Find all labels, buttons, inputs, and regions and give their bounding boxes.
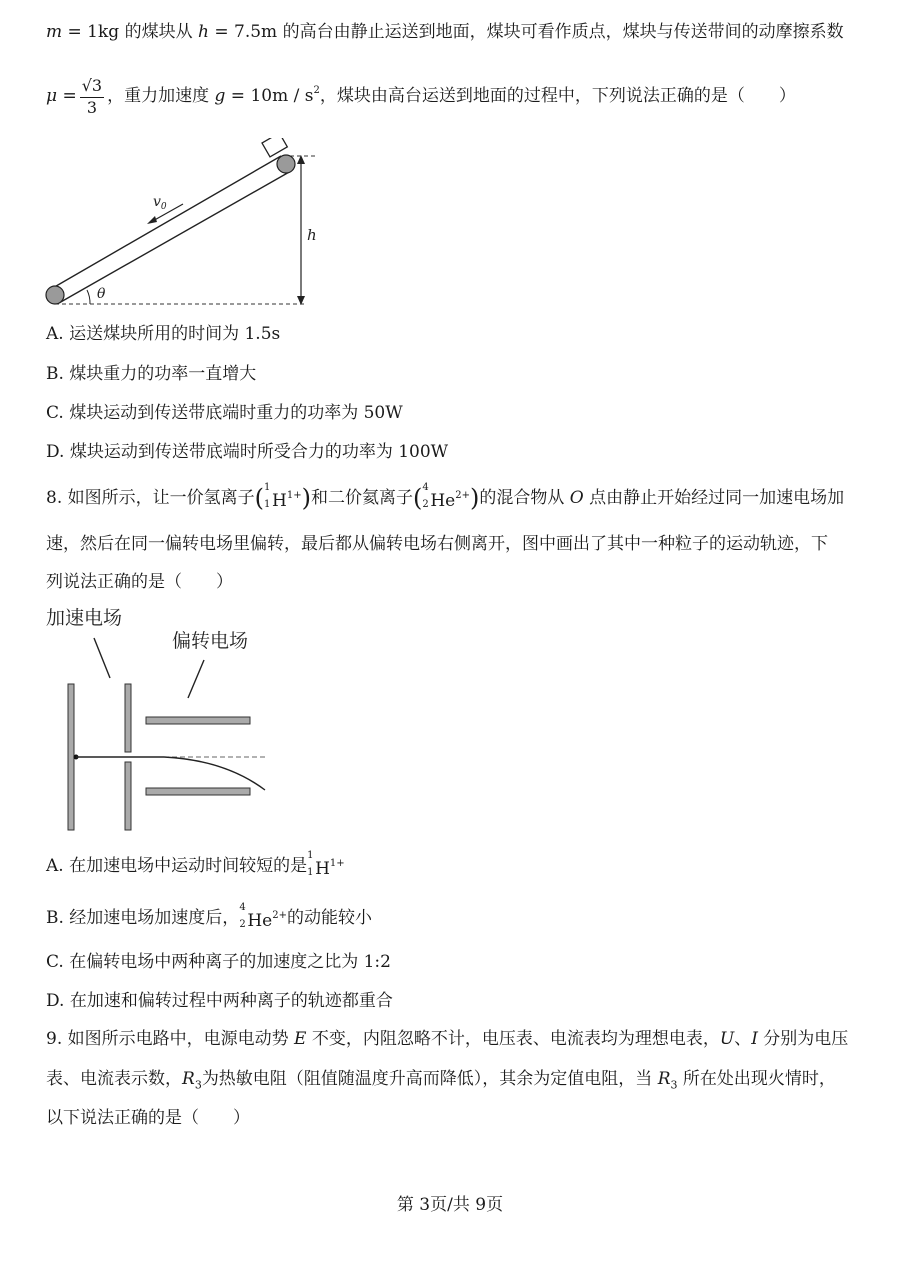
page-number-footer: 第 3页/共 9页 xyxy=(396,1195,504,1215)
q7-option-a: A. 运送煤块所用的时间为 1.5s xyxy=(46,324,281,344)
belt-lower-edge xyxy=(59,171,291,303)
fraction: $\frac{√3}{3}$ xyxy=(81,76,103,117)
particle-trajectory-curve xyxy=(164,757,265,790)
q7-option-b: B. 煤块重力的功率一直增大 xyxy=(46,364,257,384)
q7-intro-line-1: m = 1kg 的煤块从 h = 7.5m 的高台由静止运送到地面，煤块可看作质点，煤块与传送带间的动摩擦系数 xyxy=(46,22,844,42)
hydrogen-ion: 1 1 $H^{1+}$ xyxy=(307,850,345,879)
angle-arc xyxy=(87,290,90,304)
v0-arrowhead xyxy=(147,216,157,224)
height-label: h xyxy=(307,226,317,244)
deflection-plate-bottom xyxy=(146,788,250,795)
helium-ion: 4 2 $He^{2+}$ xyxy=(239,902,287,931)
right-accel-plate-top xyxy=(125,684,131,752)
deflection-field-label: 偏转电场 xyxy=(172,630,249,652)
q9-line-2: 表、电流表示数，$R_3$为热敏电阻（阻值随温度升高而降低），其余为定值电阻，当 $R_3$ 所在处出现火情时， xyxy=(46,1069,836,1092)
deflection-plate-top xyxy=(146,717,250,724)
top-roller xyxy=(277,155,295,173)
q8-option-c: C. 在偏转电场中两种离子的加速度之比为 1:2 xyxy=(46,952,391,972)
friction-coefficient-variable: μ xyxy=(46,86,58,106)
helium-ion: 4 2 $He^{2+}$ xyxy=(422,482,470,511)
accel-label-pointer xyxy=(94,638,110,678)
hydrogen-ion: 1 1 $H^{1+}$ xyxy=(264,482,302,511)
bottom-roller xyxy=(46,286,64,304)
conveyor-belt-figure xyxy=(35,138,365,313)
deflect-label-pointer xyxy=(188,660,204,698)
q9-line-1: 9. 如图所示电路中，电源电动势 E 不变，内阻忽略不计，电压表、电流表均为理想电表，U、I 分别为电压 xyxy=(46,1029,849,1049)
q7-option-c: C. 煤块运动到传送带底端时重力的功率为 50W xyxy=(46,403,403,423)
q8-option-a: A. 在加速电场中运动时间较短的是 1 1 $H^{1+}$ xyxy=(46,850,345,879)
q8-option-d: D. 在加速和偏转过程中两种离子的轨迹都重合 xyxy=(46,991,393,1011)
coal-block xyxy=(262,138,287,157)
q8-line-2: 速，然后在同一偏转电场里偏转，最后都从偏转电场右侧离开，图中画出了其中一种粒子的运动轨迹，下 xyxy=(46,534,828,554)
gravity-variable: g xyxy=(214,86,226,106)
mass-variable: m xyxy=(46,22,63,42)
right-accel-plate-bottom xyxy=(125,762,131,830)
q7-option-d: D. 煤块运动到传送带底端时所受合力的功率为 100W xyxy=(46,442,449,462)
q8-option-b: B. 经加速电场加速度后， 4 2 $He^{2+}$的动能较小 xyxy=(46,902,372,931)
acceleration-field-label: 加速电场 xyxy=(46,607,123,629)
height-variable: h xyxy=(198,22,209,42)
left-accel-plate xyxy=(68,684,74,830)
q9-line-3: 以下说法正确的是（ ） xyxy=(46,1108,250,1128)
belt-upper-edge xyxy=(51,156,281,289)
v0-label: $v_0$ xyxy=(153,194,167,212)
q8-line-3: 列说法正确的是（ ） xyxy=(46,572,233,592)
electric-field-figure xyxy=(40,600,300,840)
theta-label: θ xyxy=(97,286,106,302)
q8-line-1: 8. 如图所示，让一价氢离子( 1 1 $H^{1+}$)和二价氦离子( 4 2 $He^{2+}$)的混合物从 O 点由静止开始经过同一加速电场加 xyxy=(46,482,845,512)
q7-intro-line-2: μ = $\frac{√3}{3}$ ，重力加速度 $g = 10m / s^2$，煤块由高台运送到地面的过程中，下列说法正确的是（ ） xyxy=(46,76,796,117)
